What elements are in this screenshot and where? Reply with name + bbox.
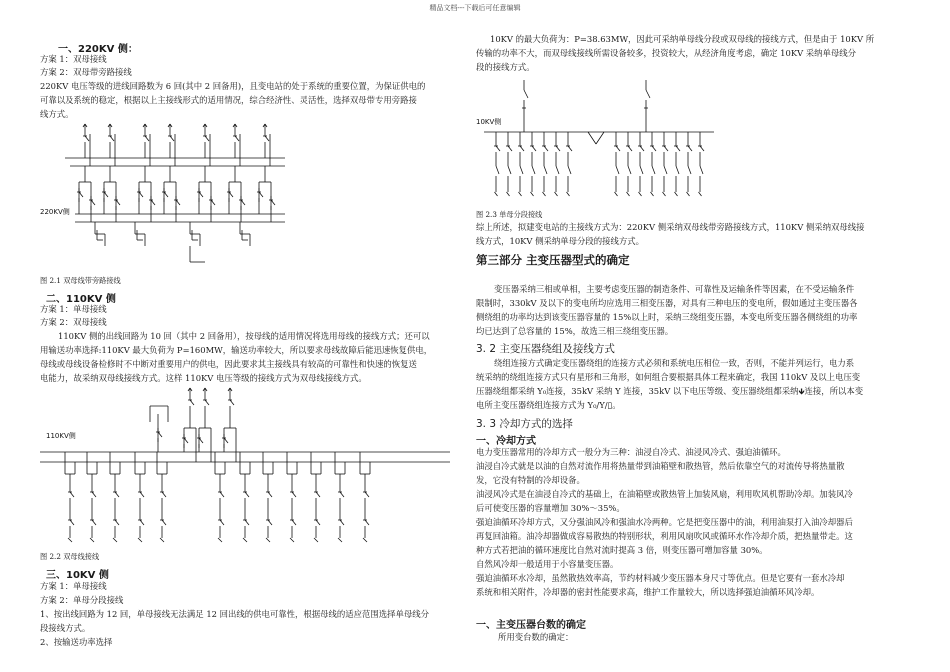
plan-1: 方案 1：单母接线 [40, 304, 107, 314]
wire [340, 492, 344, 497]
wire [162, 492, 166, 497]
wire [243, 538, 247, 542]
paragraph-line: 发，它没有特制的冷却设备。 [476, 475, 585, 485]
fig3-label: 10KV侧 [476, 118, 502, 126]
wire [229, 192, 233, 197]
wire [664, 166, 667, 174]
wire [628, 146, 632, 151]
paragraph-line: 系统和相关附件，冷却器的密封性能要求高，维护工作量较大，所以选择强迫油循环风冷却。 [476, 587, 820, 597]
wire [640, 146, 644, 151]
wire [190, 400, 194, 405]
wire [519, 192, 522, 196]
wire [496, 146, 500, 151]
wire [365, 492, 369, 497]
paragraph-line: 油浸风冷式是在油浸自冷式的基础上，在油箱壁或散热管上加装风扇，利用吹风机帮助冷却。加装风冷 [476, 489, 853, 499]
wire [556, 166, 559, 174]
wire [199, 438, 203, 443]
paragraph-line: 强迫油循环水冷却，虽然散热效率高，节约材料减少变压器本身尺寸等优点。但是它要有一套水冷却 [476, 573, 845, 583]
wire [316, 492, 320, 497]
wire [70, 520, 74, 525]
paragraph-line: 综上所述，拟建变电站的主接线方式为：220KV 侧采纳双母线带旁路接线方式，110KV 侧采纳双母线接 [476, 222, 865, 232]
figure-10kv-diagram [476, 80, 726, 205]
wire [508, 166, 511, 174]
wire [113, 538, 117, 542]
wire [170, 136, 174, 141]
wire [652, 166, 655, 174]
paragraph-line: 均已达到了总容量的 15%，故选三相三绕组变压器。 [476, 326, 674, 336]
wire [138, 538, 142, 542]
plan-1: 方案 1：单母接线 [40, 581, 107, 591]
paragraph-line: 压器绕组都采纳 Y₀连接，35kV 采纳 Y 连接，35kV 以下电压等级、变压器绕组都采纳🡻连接，所以本变 [476, 386, 864, 396]
list-item: 2、按输送功率选择 [40, 637, 113, 647]
wire [176, 200, 180, 205]
wire [314, 538, 318, 542]
paragraph-line: 线方式。 [40, 109, 74, 119]
paragraph-line: 限制时，330kV 及以下的变电所均应选用三相变压器，对具有三种电压的变电所，假如通过主变压器各 [476, 298, 858, 308]
plan-2: 方案 2：双母带旁路接线 [40, 67, 132, 77]
wire [110, 136, 114, 141]
paragraph-line: 段的接线方式。 [476, 62, 535, 72]
wire [688, 166, 691, 174]
list-item: 1、按出线回路为 12 回，单母接线无法满足 12 回出线的供电可靠性，根据母线的适应范围选择单母线分 [40, 609, 430, 619]
wire [220, 520, 224, 525]
plan-1: 方案 1：双母接线 [40, 54, 107, 64]
section-3-3-title: 3. 3 冷却方式的选择 [476, 418, 573, 430]
wire [115, 492, 119, 497]
wire [140, 492, 144, 497]
wire [292, 520, 296, 525]
wire [211, 200, 215, 205]
wire [616, 166, 619, 174]
wire [615, 192, 618, 196]
plan-2: 方案 2：单母分段接线 [40, 595, 124, 605]
wire [676, 166, 679, 174]
section-110kv-title: 二、110KV 侧 [46, 294, 116, 305]
wire [265, 136, 269, 141]
section-10kv-title: 三、10KV 侧 [46, 570, 109, 581]
wire [596, 132, 604, 144]
wire [588, 132, 596, 144]
wire [151, 200, 155, 205]
paragraph-line: 10KV 的最大负荷为：P=38.63MW，因此可采纳单母线分段或双母线的接线方式，但是由于 10KV 所 [490, 34, 875, 44]
wire [531, 192, 534, 196]
wire [224, 438, 228, 443]
wire [676, 146, 680, 151]
paragraph-line: 再复回油箱。油冷却器做成容易散热的特别形状，利用风扇吹风或循环水作冷却介质，把热量带走。这 [476, 531, 853, 541]
paragraph-line: 电所主变压器绕组连接方式为 Y₀/Y/▯。 [476, 400, 621, 410]
wire [675, 192, 678, 196]
wire [259, 192, 263, 197]
wire [363, 538, 367, 542]
wire [85, 136, 89, 141]
wire [158, 432, 162, 437]
wire [340, 520, 344, 525]
wire [266, 538, 270, 542]
paragraph-line: 侧绕组的功率均达到该变压器容量的 15%以上时，采纳三绕组变压器，本变电所变压器各侧绕组的功率 [476, 312, 858, 322]
wire [68, 538, 72, 542]
paragraph-line: 110KV 侧的出线回路为 10 回（其中 2 回备用），按母线的适用情况将选用母线的接线方式；还可以 [58, 331, 430, 341]
wire [640, 166, 643, 174]
paragraph-line: 绕组连接方式确定变压器绕组的连接方式必须和系统电压相位一致，否则，不能并列运行，电力系 [494, 358, 855, 368]
wire [628, 166, 631, 174]
paragraph-line: 所用变台数的确定： [498, 632, 574, 642]
wire [495, 192, 498, 196]
wire [664, 146, 668, 151]
wire [568, 166, 571, 174]
wire [524, 90, 528, 98]
wire [507, 192, 510, 196]
paragraph-line: 线方式，10KV 侧采纳单母分段的接线方式。 [476, 236, 644, 246]
paragraph-line: 用输送功率选择:110KV 最大负荷为 P=160MW，输送功率较大，所以要求母线故障后能迅速恢复供电， [40, 345, 433, 355]
wire [164, 192, 168, 197]
wire [627, 192, 630, 196]
wire [104, 192, 108, 197]
figure-110kv-diagram [40, 388, 460, 548]
wire [184, 438, 188, 443]
list-item: 段接线方式。 [40, 623, 91, 633]
wire [496, 166, 499, 174]
wire [520, 146, 524, 151]
wire [290, 538, 294, 542]
wire [532, 166, 535, 174]
wire [292, 492, 296, 497]
paragraph-line: 后可使变压器的容量增加 30%～35%。 [476, 503, 625, 513]
wire [70, 492, 74, 497]
figure-caption: 图 2.1 双母线带旁路接线 [40, 276, 121, 285]
wire [639, 192, 642, 196]
wire [271, 200, 275, 205]
part-3-title: 第三部分 主变压器型式的确定 [476, 253, 630, 267]
wire [567, 192, 570, 196]
wire [162, 520, 166, 525]
wire [556, 146, 560, 151]
fig2-label: 110KV侧 [46, 432, 76, 440]
wire [92, 492, 96, 497]
wire [205, 136, 209, 141]
wire [616, 146, 620, 151]
paragraph-line: 统采纳的绕组连接方式只有星形和三角形，如何组合要根据具体工程来确定，我国 110kV 及以上电压变 [476, 372, 861, 382]
wire [316, 520, 320, 525]
wire [508, 146, 512, 151]
paragraph-line: 电力变压器常用的冷却方式一般分为三种：油浸自冷式、油浸风冷式、强迫油循环。 [476, 447, 786, 457]
wire [245, 520, 249, 525]
wire [543, 192, 546, 196]
wire [687, 192, 690, 196]
wire [700, 166, 703, 174]
wire [160, 538, 164, 542]
transformer-count-title: 一、主变压器台数的确定 [476, 620, 586, 631]
wire [92, 520, 96, 525]
wire [663, 192, 666, 196]
wire [652, 146, 656, 151]
page-header: 精品文档---下载后可任意编辑 [429, 4, 521, 12]
section-220kv-title: 一、220KV 侧： [58, 44, 138, 55]
wire [568, 146, 572, 151]
wire [688, 146, 692, 151]
fig1-label: 220KV侧 [40, 208, 70, 216]
wire [140, 520, 144, 525]
wire [646, 90, 650, 98]
wire [90, 538, 94, 542]
wire [199, 192, 203, 197]
paragraph-line: 油浸自冷式就是以油的自然对流作用将热量带到油箱壁和散热管，然后依靠空气的对流传导将热量散 [476, 461, 845, 471]
wire [651, 192, 654, 196]
wire [555, 192, 558, 196]
wire [532, 146, 536, 151]
wire [139, 192, 143, 197]
section-3-2-title: 3. 2 主变压器绕组及接线方式 [476, 343, 615, 355]
wire [205, 400, 209, 405]
figure-220kv-diagram [40, 122, 300, 272]
paragraph-line: 电能力，故采纳双母线接线方式。这样 110KV 电压等级的接线方式为双母线接线方式。 [40, 373, 367, 383]
wire [520, 166, 523, 174]
wire [338, 538, 342, 542]
wire [365, 520, 369, 525]
paragraph-line: 可靠以及系统的稳定，根据以上主接线形式的适用情况，综合经济性、灵活性，选择双母带专用旁路接 [40, 95, 417, 105]
paragraph-line: 220KV 电压等级的进线回路数为 6 回(其中 2 回备用)，且变电站的处于系统的重要位置，为保证供电的 [40, 81, 426, 91]
wire [241, 200, 245, 205]
wire [699, 192, 702, 196]
paragraph-line: 种方式若把油的循环速度比自然对流时提高 3 倍，则变压器可增加容量 30%。 [476, 545, 768, 555]
plan-2: 方案 2：双母接线 [40, 317, 107, 327]
wire [544, 146, 548, 151]
wire [700, 146, 704, 151]
paragraph-line: 变压器采纳三相或单相，主要考虑变压器的制造条件、可靠性及运输条件等因素，在不受运输条件 [494, 284, 855, 294]
wire [245, 492, 249, 497]
wire [230, 400, 234, 405]
wire [115, 520, 119, 525]
paragraph-line: 传输的功率不大，而双母线接线所需设备较多，投资较大，从经济角度考虑，确定 10KV 采纳单母线分 [476, 48, 857, 58]
wire [116, 200, 120, 205]
wire [145, 136, 149, 141]
cooling-title: 一、冷却方式 [476, 436, 536, 447]
wire [79, 192, 83, 197]
wire [235, 136, 239, 141]
figure-caption: 图 2.3 单母分段接线 [476, 210, 543, 219]
figure-caption: 图 2.2 双母线接线 [40, 552, 100, 561]
paragraph-line: 强迫油循环冷却方式，又分强油风冷和强油水冷两种。它是把变压器中的油，利用油泵打入油冷却器后 [476, 517, 853, 527]
wire [220, 492, 224, 497]
wire [544, 166, 547, 174]
paragraph-line: 母线或母线设备检修时不中断对重要用户的供电，因此要求其主接线具有较高的可靠性和快速的恢复送 [40, 359, 417, 369]
wire [91, 200, 95, 205]
wire [268, 520, 272, 525]
paragraph-line: 自然风冷却一般适用于小容量变压器。 [476, 559, 619, 569]
wire [218, 538, 222, 542]
wire [268, 492, 272, 497]
